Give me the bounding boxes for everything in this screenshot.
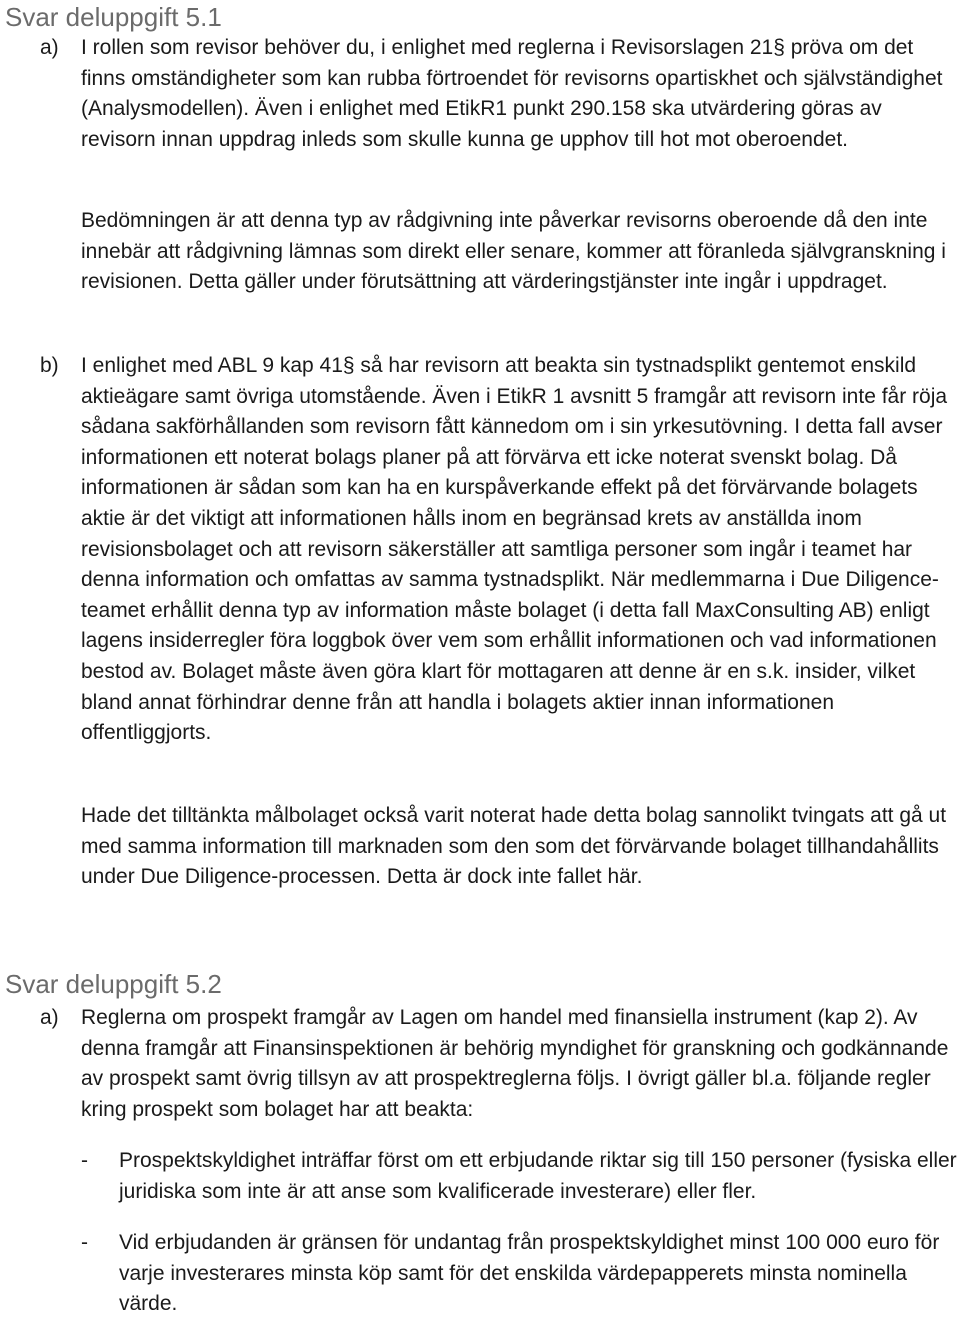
paragraph-prospectus-rules: Reglerna om prospekt framgår av Lagen om handel med finansiella instrument (kap 2). Av denna framgår att Finansinspektionen är behörig myndighet för granskning och godkännande av prospekt samt övrig tillsyn av att prospektreglerna följs. I övrigt gäller bl.a. följande regler kring prospekt som bolaget har att beakta:	[81, 1006, 949, 1121]
paragraph-confidentiality: I enlighet med ABL 9 kap 41§ så har revisorn att beakta sin tystnadsplikt gentemot enskild aktieägare samt övriga utomstående. Även i EtikR 1 avsnitt 5 framgår att revisorn inte får röja sådana sakförhållanden som revisorn fått kännedom om i sin yrkesutövning. I detta fall avser informationen ett noterat bolags planer på att förvärva ett icke noterat svenskt bolag. Då informationen är sådan som kan ha en kurspåverkande effekt på det förvärvande bolagets aktie är det viktigt att informationen hålls inom en begränsad krets av anställda inom revisionsbolaget och att revisorn säkerställer att samtliga personer som ingår i teamet har denna information och omfattas av samma tystnadsplikt. När medlemmarna i Due Diligence-teamet erhållit denna typ av information måste bolaget (i detta fall MaxConsulting AB) enligt lagens insiderregler föra loggbok över vem som erhållit informationen och vad informationen bestod av. Bolaget måste även göra klart för mottagaren att denne är en s.k. insider, vilket bland annat förhindrar denne från att handla i bolagets aktier innan informationen offentliggjorts.	[81, 354, 948, 745]
bullet-prospectus-obligation: Prospektskyldighet inträffar först om ett erbjudande riktar sig till 150 personer (fysiska eller juridiska som inte är att anse som kvalificerade investerare) eller fler.	[119, 1149, 957, 1203]
item-marker-a-5-2: a)	[40, 1006, 59, 1029]
paragraph-listed-target: Hade det tilltänkta målbolaget också varit noterat hade detta bolag sannolikt tvingats att gå ut med samma information till marknaden som den som det förvärvande bolaget tillhandahållits under Due Diligence-processen. Detta är dock inte fallet här.	[81, 804, 947, 889]
item-marker-a: a)	[40, 36, 59, 59]
bullet-dash: -	[81, 1231, 88, 1254]
bullet-exemption-threshold: Vid erbjudanden är gränsen för undantag från prospektskyldighet minst 100 000 euro för varje investerares minsta köp samt för det enskilda värdepapperets minsta nominella värde.	[119, 1231, 940, 1316]
section-heading-5-2: Svar deluppgift 5.2	[5, 969, 222, 999]
section-heading-5-1: Svar deluppgift 5.1	[5, 2, 222, 32]
bullet-dash: -	[81, 1149, 88, 1172]
paragraph-independence-assessment: I rollen som revisor behöver du, i enlighet med reglerna i Revisorslagen 21§ pröva om det finns omständigheter som kan rubba förtroendet för revisorns opartiskhet och självständighet (Analysmodellen). Även i enlighet med EtikR1 punkt 290.158 ska utvärdering göras av revisorn innan uppdrag inleds som skulle kunna ge upphov till hot mot oberoendet.	[81, 36, 943, 151]
item-marker-b: b)	[40, 354, 59, 377]
paragraph-advisory-evaluation: Bedömningen är att denna typ av rådgivning inte påverkar revisorns oberoende då den inte innebär att rådgivning lämnas som direkt eller senare, kommer att föranleda självgranskning i revisionen. Detta gäller under förutsättning att värderingstjänster inte ingår i uppdraget.	[81, 209, 946, 294]
